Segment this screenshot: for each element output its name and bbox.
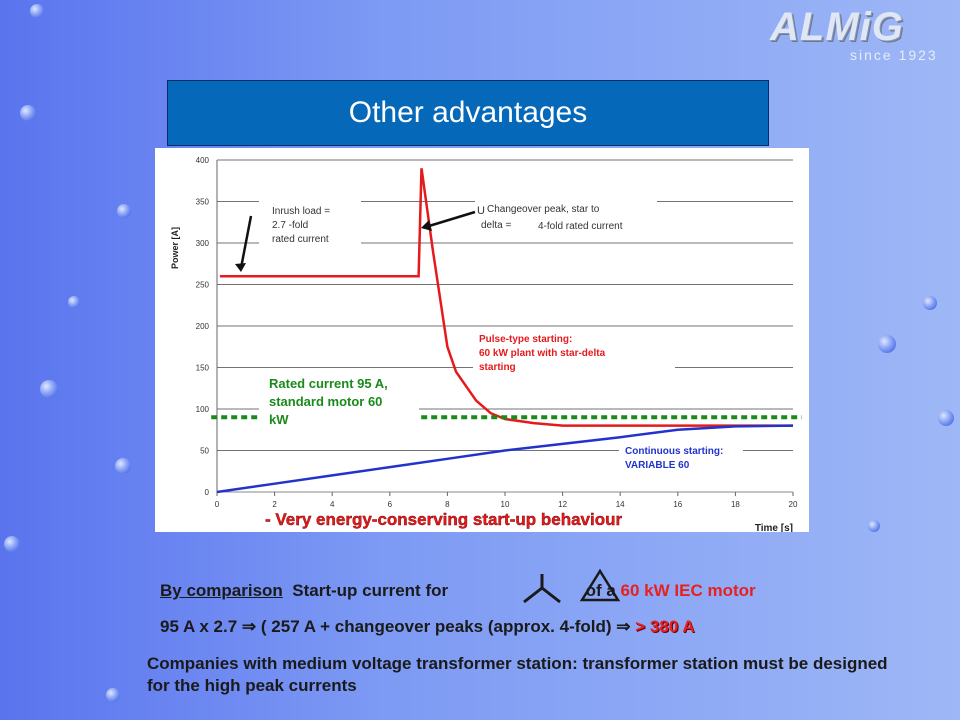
x-tick-label: 20 <box>788 500 798 509</box>
x-tick-label: 0 <box>214 500 220 509</box>
x-tick-label: 16 <box>673 500 683 509</box>
y-tick-label: 150 <box>195 363 209 373</box>
almig-logo <box>770 5 950 65</box>
changeover-annotation: delta = <box>481 220 512 231</box>
x-tick-label: 12 <box>558 500 568 509</box>
slide-title-box <box>167 80 769 146</box>
y-tick-label: 200 <box>195 322 209 331</box>
decorative-bubble <box>923 296 937 310</box>
y-tick-label: 300 <box>195 239 209 248</box>
decorative-bubble <box>115 458 131 474</box>
x-tick-label: 4 <box>329 500 335 509</box>
calc-result: > 380 A <box>635 617 695 636</box>
y-tick-label: 350 <box>195 197 209 207</box>
arrow-head <box>235 263 246 272</box>
calculation-line <box>160 617 695 637</box>
changeover-symbol: U <box>477 205 485 217</box>
x-tick-label: 18 <box>730 500 740 509</box>
x-tick-label: 10 <box>500 500 510 509</box>
y-axis-label: Power [A] <box>170 226 180 270</box>
implies-arrow-icon: ⇒ <box>616 617 631 636</box>
star-symbol-icon <box>518 570 566 606</box>
pulse-annotation: starting <box>479 362 516 373</box>
y-tick-label: 250 <box>195 280 209 290</box>
chart-headline: - Very energy-conserving start-up behaviour <box>265 510 623 529</box>
startup-text: Start-up current for <box>292 581 449 600</box>
motor-text: 60 kW IEC motor <box>620 581 756 600</box>
inrush-annotation: 2.7 -fold <box>272 220 309 231</box>
decorative-bubble <box>68 296 80 308</box>
slide-title: Other advantages <box>348 96 588 129</box>
continuous-annotation: Continuous starting: <box>625 446 724 457</box>
rated-annotation: kW <box>269 412 289 427</box>
delta-symbol-icon <box>578 568 622 604</box>
y-tick-label: 0 <box>204 488 209 497</box>
comparison-label: By comparison <box>160 581 283 600</box>
decorative-bubble <box>878 335 896 353</box>
changeover-annotation: 4-fold rated current <box>538 221 623 232</box>
brand-tagline: since 1923 <box>850 47 938 63</box>
decorative-bubble <box>938 410 954 426</box>
brand-name: ALMiG <box>770 5 904 49</box>
decorative-bubble <box>868 520 880 532</box>
y-tick-label: 50 <box>200 446 209 456</box>
x-tick-label: 6 <box>387 500 393 509</box>
calc-part-a: 95 A x 2.7 <box>160 617 238 636</box>
decorative-bubble <box>4 536 20 552</box>
transformer-note: Companies with medium voltage transformer station: transformer station must be designed for the high peak currents <box>147 654 888 695</box>
changeover-annotation: Changeover peak, star to <box>487 204 600 215</box>
y-tick-label: 100 <box>195 405 209 414</box>
rated-annotation: Rated current 95 A, <box>269 376 388 391</box>
y-tick-label: 400 <box>195 156 209 165</box>
decorative-bubble <box>40 380 58 398</box>
comparison-line <box>160 581 756 601</box>
x-tick-label: 14 <box>615 500 625 509</box>
calc-part-b: ( 257 A + changeover peaks (approx. 4-fold) <box>260 617 612 636</box>
decorative-bubble <box>117 204 131 218</box>
continuous-annotation: VARIABLE 60 <box>625 460 690 471</box>
power-time-chart <box>155 148 809 532</box>
x-axis-label: Time [s] <box>754 523 793 532</box>
chart-panel <box>155 148 809 532</box>
inrush-annotation: Inrush load = <box>272 206 331 217</box>
pulse-annotation: Pulse-type starting: <box>479 334 573 345</box>
arrow-line <box>241 216 251 268</box>
x-tick-label: 8 <box>445 500 450 509</box>
decorative-bubble <box>30 4 44 18</box>
pulse-annotation: 60 kW plant with star-delta <box>479 348 606 359</box>
arrow-head <box>421 220 432 231</box>
implies-arrow-icon: ⇒ <box>241 617 257 636</box>
rated-annotation: standard motor 60 <box>269 394 383 409</box>
decorative-bubble <box>106 688 120 702</box>
x-tick-label: 2 <box>272 500 277 509</box>
inrush-annotation: rated current <box>272 234 329 245</box>
arrow-line <box>429 212 475 226</box>
decorative-bubble <box>20 105 36 121</box>
of-a-text: of a <box>585 581 616 600</box>
